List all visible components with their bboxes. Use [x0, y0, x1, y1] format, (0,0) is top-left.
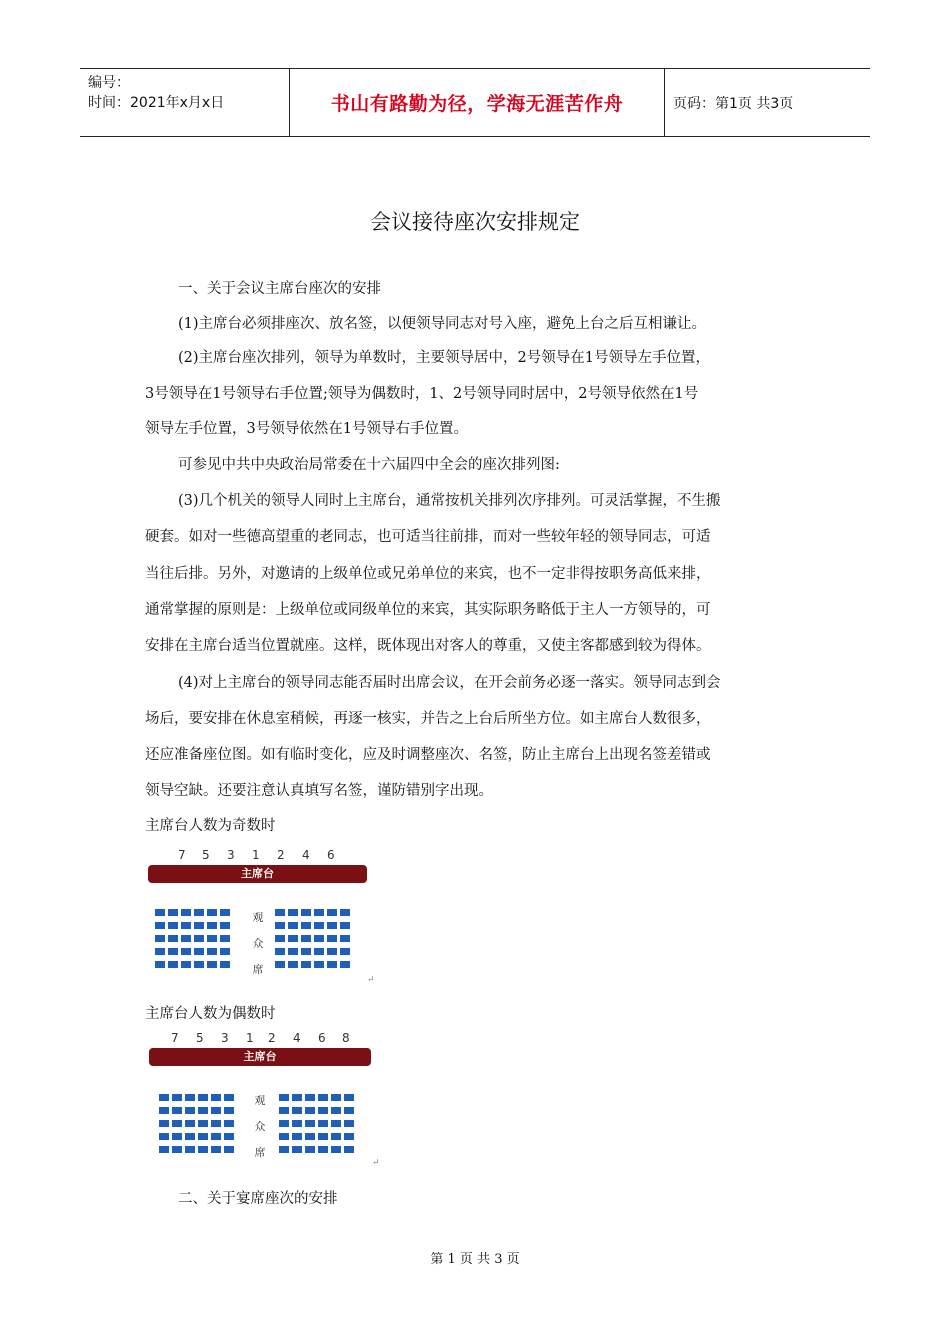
seat-number: 2 [268, 1031, 276, 1045]
audience-seats-left [155, 909, 230, 968]
paragraph-4-line-4: 领导空缺。还要注意认真填写名签，谨防错别字出现。 [145, 783, 493, 799]
paragraph-reference: 可参见中共中央政治局常委在十六届四中全会的座次排列图: [178, 457, 560, 473]
paragraph-3-line-4: 通常掌握的原则是：上级单位或同级单位的来宾，其实际职务略低于主人一方领导的，可 [145, 602, 711, 618]
seat-number: 5 [202, 848, 210, 862]
audience-seats-left [159, 1094, 234, 1153]
seat-number: 1 [246, 1031, 254, 1045]
header-page-info: 页码：第1页 共3页 [673, 95, 794, 112]
seat-number: 4 [293, 1031, 301, 1045]
header-motto: 书山有路勤为径，学海无涯苦作舟 [289, 69, 665, 136]
paragraph-mark-icon: ↵ [367, 975, 375, 985]
seat-number: 6 [327, 848, 335, 862]
even-caption: 主席台人数为偶数时 [145, 1006, 276, 1022]
paragraph-2-line-2: 3号领导在1号领导右手位置;领导为偶数时，1、2号领导同时居中，2号领导依然在1号 [145, 386, 699, 402]
document-title: 会议接待座次安排规定 [370, 210, 580, 234]
paragraph-3-line-3: 当往后排。另外，对邀请的上级单位或兄弟单位的来宾，也不一定非得按职务高低来排， [145, 566, 711, 582]
paragraph-2-line-3: 领导左手位置，3号领导依然在1号领导右手位置。 [145, 421, 468, 437]
page-header [80, 68, 870, 137]
stage-bar: 主席台 [149, 1048, 371, 1066]
audience-seats-right [275, 909, 350, 968]
header-meta [80, 69, 289, 136]
paragraph-1: (1)主席台必须排座次、放名签，以便领导同志对号入座，避免上台之后互相谦让。 [178, 316, 707, 332]
even-seating-diagram [145, 1028, 380, 1173]
paragraph-4-line-3: 还应准备座位图。如有临时变化，应及时调整座次、名签，防止主席台上出现名签差错或 [145, 747, 711, 763]
paragraph-3-line-1: (3)几个机关的领导人同时上主席台，通常按机关排列次序排列。可灵活掌握，不生搬 [178, 493, 721, 509]
seat-number: 5 [196, 1031, 204, 1045]
paragraph-mark-icon: ↵ [372, 1158, 380, 1168]
paragraph-4-line-1: (4)对上主席台的领导同志能否届时出席会议，在开会前务必逐一落实。领导同志到会 [178, 675, 721, 691]
section-1-heading: 一、关于会议主席台座次的安排 [178, 281, 381, 297]
seat-number: 2 [277, 848, 285, 862]
number-label: 编号： [88, 75, 130, 91]
seat-number: 3 [227, 848, 235, 862]
odd-caption: 主席台人数为奇数时 [145, 818, 276, 834]
audience-label: 观 众 席 [252, 911, 264, 976]
seat-number: 7 [171, 1031, 179, 1045]
seat-number: 4 [302, 848, 310, 862]
date-label: 时间：2021年x月x日 [88, 95, 225, 111]
audience-seats-right [279, 1094, 354, 1153]
audience-label: 观 众 席 [254, 1094, 266, 1159]
seat-number: 8 [342, 1031, 350, 1045]
stage-bar: 主席台 [148, 865, 367, 883]
seat-number: 7 [178, 848, 186, 862]
paragraph-3-line-2: 硬套。如对一些德高望重的老同志，也可适当往前排，而对一些较年轻的领导同志，可适 [145, 529, 711, 545]
paragraph-3-line-5: 安排在主席台适当位置就座。这样，既体现出对客人的尊重，又使主客都感到较为得体。 [145, 638, 711, 654]
section-2-heading: 二、关于宴席座次的安排 [178, 1191, 338, 1207]
paragraph-4-line-2: 场后，要安排在休息室稍候，再逐一核实，并告之上台后所坐方位。如主席台人数很多， [145, 711, 711, 727]
odd-seating-diagram [145, 845, 375, 985]
page-footer: 第 1 页 共 3 页 [430, 1252, 520, 1267]
seat-number: 3 [221, 1031, 229, 1045]
seat-number: 1 [252, 848, 260, 862]
paragraph-2-line-1: (2)主席台座次排列，领导为单数时，主要领导居中，2号领导在1号领导左手位置， [178, 350, 710, 366]
seat-number: 6 [318, 1031, 326, 1045]
